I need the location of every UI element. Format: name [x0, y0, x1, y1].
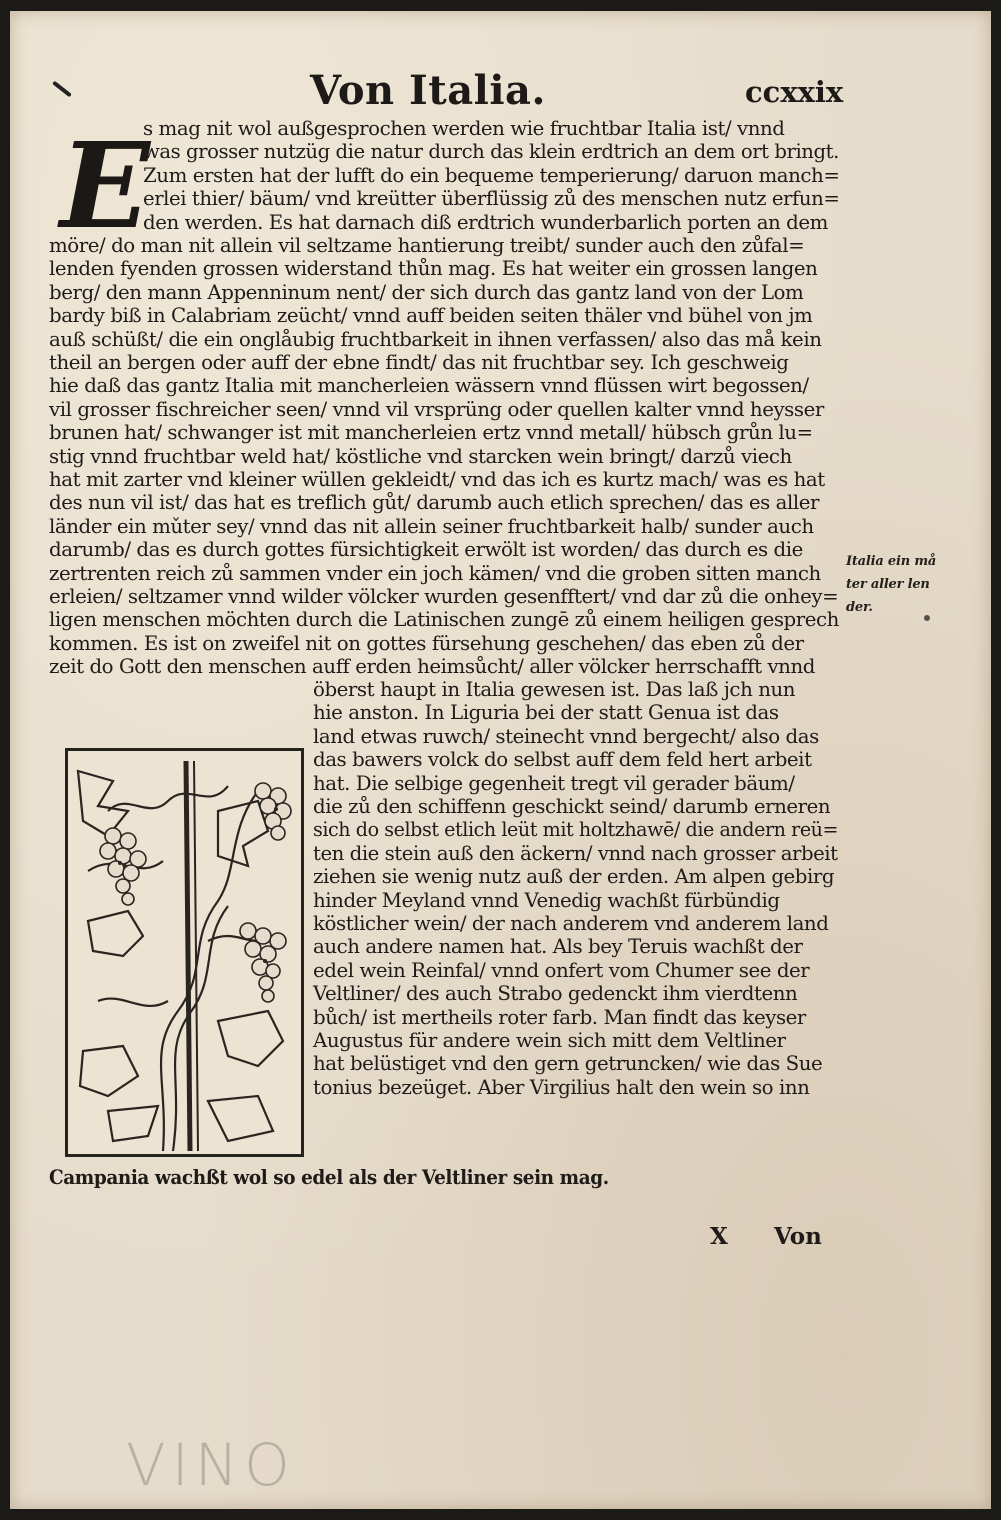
text-line: das bawers volck do selbst auff dem feld hert arbeit: [313, 748, 812, 772]
ink-mark: [52, 81, 72, 98]
margin-note-line-1: Italia ein må: [846, 554, 937, 569]
text-line: möre/ do man nit allein vil seltzame hantierung treibt/ sunder auch den zůfal=: [49, 234, 805, 257]
book-page: [10, 11, 991, 1509]
text-line: tonius bezeüget. Aber Virgilius halt den wein so inn: [313, 1075, 810, 1099]
catchword: Von: [774, 1223, 822, 1250]
text-line: edel wein Reinfal/ vnnd onfert vom Chumer see der: [313, 958, 810, 982]
text-line: Augustus für andere wein sich mitt dem Veltliner: [313, 1029, 786, 1052]
text-line: theil an bergen oder auff der ebne findt/ das nit fruchtbar sey. Ich geschweig: [49, 351, 789, 374]
ink-dot: [924, 615, 930, 621]
text-line: erleien/ seltzamer vnnd wilder völcker wurden gesenfftert/ vnd dar zů die onhey=: [49, 585, 839, 608]
text-line: auß schüßt/ die ein onglåubig fruchtbarkeit in ihnen verfassen/ also das må kein: [49, 327, 822, 351]
text-line: länder ein mǔter sey/ vnnd das nit allein seiner fruchtbarkeit halb/ sunder auch: [49, 514, 814, 538]
decorated-initial: E: [60, 116, 150, 255]
text-line: hat belüstiget vnd den gern getruncken/ wie das Sue: [313, 1052, 823, 1076]
text-line: kommen. Es ist on zweifel nit on gottes fürsehung geschehen/ das eben zů der: [49, 631, 804, 655]
text-line: lenden fyenden grossen widerstand thůn mag. Es hat weiter ein grossen langen: [49, 257, 818, 281]
text-line: auch andere namen hat. Als bey Teruis wachßt der: [313, 935, 803, 959]
folio-number: ccxxix: [745, 75, 844, 109]
page-title: Von Italia.: [310, 67, 546, 114]
text-line: vil grosser fischreicher seen/ vnnd vil vrsprüng oder quellen kalter vnnd heysser: [49, 397, 824, 421]
text-line: bardy biß in Calabriam zeücht/ vnnd auff beiden seiten thäler vnd bühel von jm: [49, 304, 813, 328]
text-line: öberst haupt in Italia gewesen ist. Das laß jch nun: [313, 678, 796, 701]
signature-mark: X: [710, 1223, 728, 1250]
text-line: land etwas ruwch/ steinecht vnnd bergecht/ also das: [313, 724, 819, 748]
text-line: Veltliner/ des auch Strabo gedenckt ihm vierdtenn: [313, 982, 798, 1006]
text-line: bůch/ ist mertheils roter farb. Man findt das keyser: [313, 1005, 806, 1029]
text-line: zeit do Gott den menschen auff erden heimsůcht/ aller völcker herrschafft vnnd: [49, 655, 815, 679]
text-line: den werden. Es hat darnach diß erdtrich wunderbarlich porten an dem: [143, 210, 828, 234]
pencil-annotation: VINO: [126, 1431, 296, 1499]
text-line: brunen hat/ schwanger ist mit mancherleien ertz vnnd metall/ hübsch grůn lu=: [49, 421, 813, 445]
text-line: sich do selbst etlich leüt mit holtzhawē/ die andern reü=: [313, 818, 839, 842]
text-line: zertrenten reich zů sammen vnder ein joch kämen/ vnd die groben sitten manch: [49, 561, 821, 585]
margin-note-line-2: ter aller len: [846, 577, 930, 592]
text-line: erlei thier/ bäum/ vnd kreütter überflüssig zů des menschen nutz erfun=: [143, 187, 840, 211]
text-line: was grosser nutzüg die natur durch das klein erdtrich an dem ort bringt.: [143, 140, 839, 164]
text-line: berg/ den mann Appenninum nent/ der sich durch das gantz land von der Lom: [49, 280, 804, 304]
text-line: köstlicher wein/ der nach anderem vnd anderem land: [313, 912, 829, 935]
text-line: des nun vil ist/ das hat es treflich gůt/ darumb auch etlich sprechen/ das es aller: [49, 491, 820, 515]
text-line: hie anston. In Liguria bei der statt Genua ist das: [313, 701, 779, 725]
text-line: hat mit zarter vnd kleiner wüllen gekleidt/ vnd das ich es kurtz mach/ was es hat: [49, 468, 825, 491]
text-line: s mag nit wol außgesprochen werden wie fruchtbar Italia ist/ vnnd: [143, 117, 785, 140]
text-line: hie daß das gantz Italia mit mancherleien wässern vnnd flüssen wirt begossen/: [49, 374, 809, 398]
grapevine-icon: [68, 751, 301, 1154]
text-line: die zů den schiffenn geschickt seind/ darumb erneren: [313, 795, 831, 818]
text-line: hinder Meyland vnnd Venedig wachßt fürbündig: [313, 888, 780, 912]
text-line: Zum ersten hat der lufft do ein bequeme temperierung/ daruon manch=: [143, 163, 840, 187]
margin-note-line-3: der.: [846, 600, 873, 615]
text-line: ziehen sie wenig nutz auß der erden. Am alpen gebirg: [313, 865, 835, 889]
text-line: ligen menschen möchten durch die Latinischen zungē zů einem heiligen gesprech: [49, 608, 839, 632]
text-line: stig vnnd fruchtbar weld hat/ köstliche vnd starcken wein bringt/ darzů viech: [49, 444, 792, 468]
grapevine-woodcut: [65, 748, 304, 1157]
text-line: darumb/ das es durch gottes fürsichtigkeit erwölt ist worden/ das durch es die: [49, 538, 803, 562]
text-line: ten die stein auß den äckern/ vnnd nach grosser arbeit: [313, 841, 838, 865]
text-line: hat. Die selbige gegenheit tregt vil gerader bäum/: [313, 771, 795, 795]
closing-line: Campania wachßt wol so edel als der Veltliner sein mag.: [49, 1165, 609, 1189]
